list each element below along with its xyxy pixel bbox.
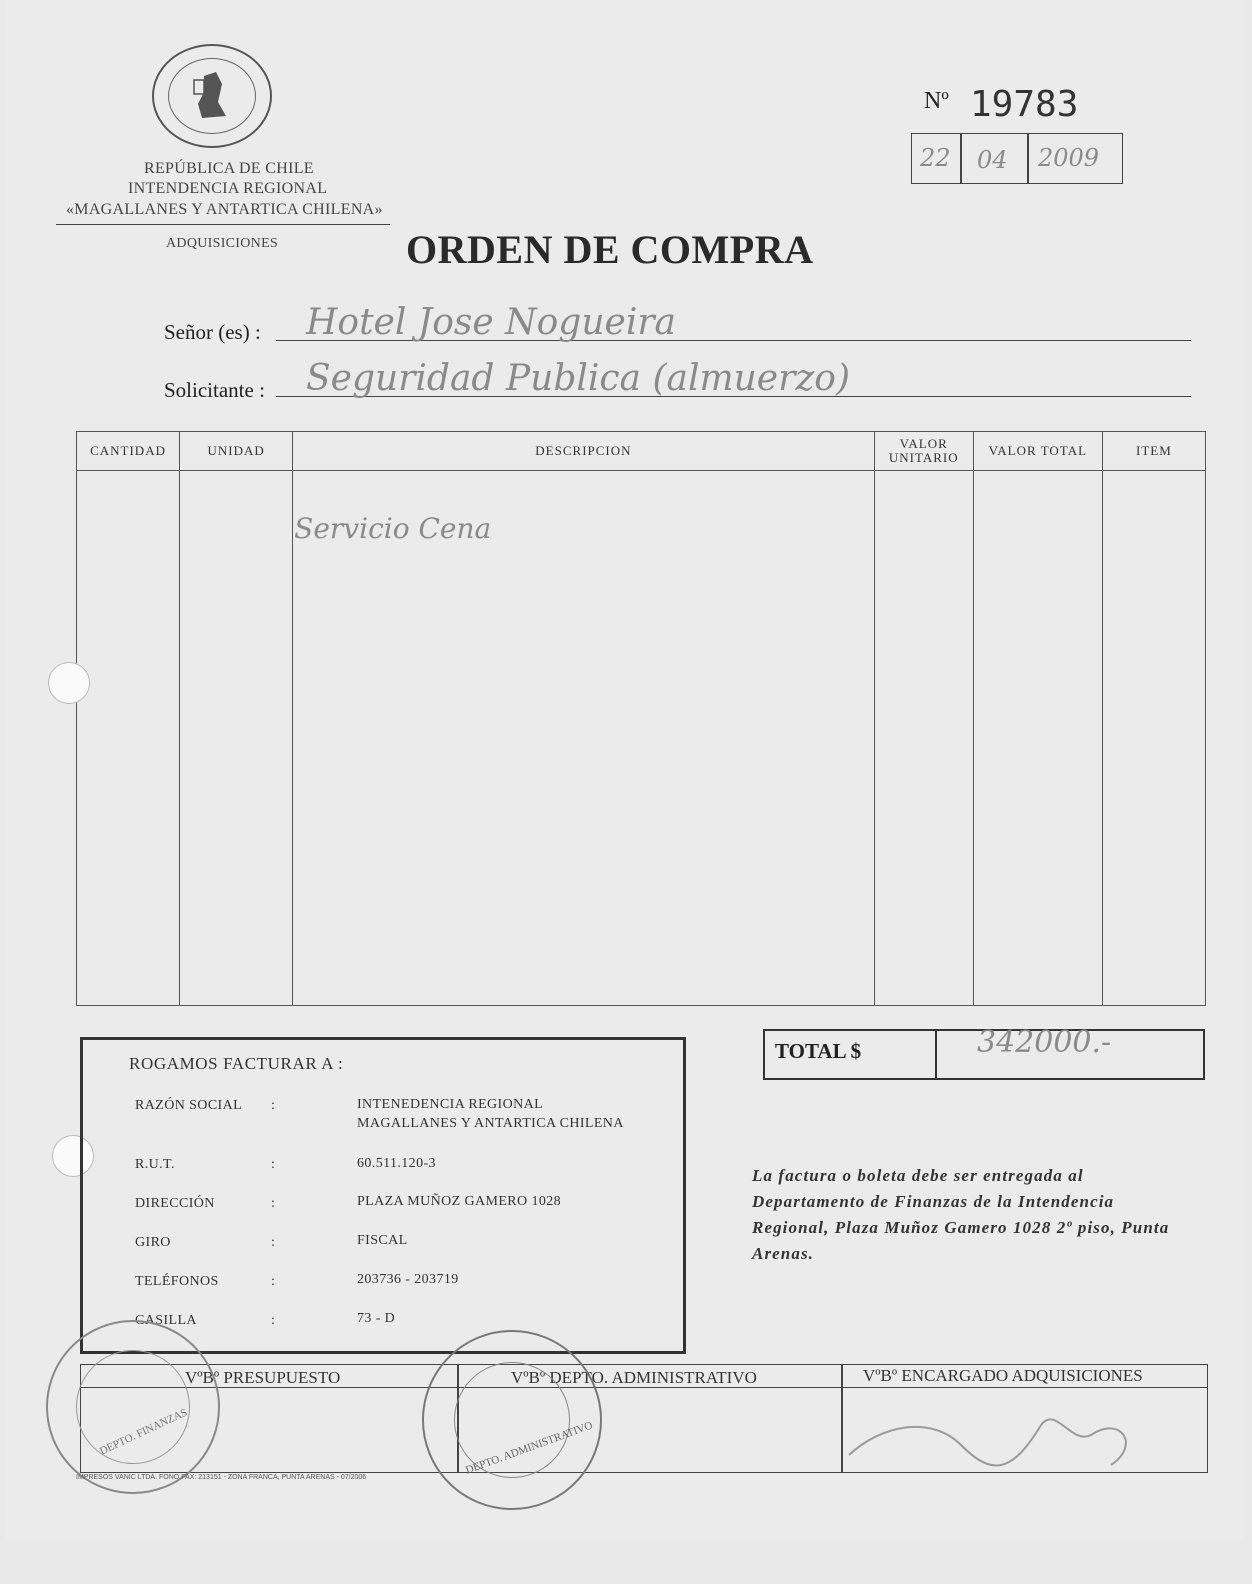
senor-value[interactable]: Hotel Jose Nogueira — [306, 302, 677, 343]
billing-value-razon-2: MAGALLANES Y ANTARTICA CHILENA — [357, 1116, 624, 1131]
billing-label-razon: RAZÓN SOCIAL — [135, 1098, 243, 1113]
cell-descripcion[interactable] — [293, 471, 875, 1006]
table-row — [77, 471, 1206, 1006]
header-divider — [56, 224, 390, 225]
billing-value-casilla: 73 - D — [357, 1311, 396, 1326]
senor-label: Señor (es) : — [164, 320, 261, 344]
billing-sep-telefonos: : — [271, 1274, 276, 1289]
cell-cantidad[interactable] — [77, 471, 180, 1006]
date-box — [911, 133, 1123, 184]
total-value[interactable]: 342000.- — [977, 1025, 1112, 1060]
col-valor-total: VALOR TOTAL — [973, 432, 1102, 471]
intendencia-seal — [152, 44, 272, 148]
adquisiciones-title: VºBº ENCARGADO ADQUISICIONES — [863, 1366, 1143, 1385]
col-cantidad: CANTIDAD — [77, 432, 180, 471]
billing-label-telefonos: TELÉFONOS — [135, 1274, 219, 1289]
cell-unidad[interactable] — [180, 471, 293, 1006]
order-number: 19783 — [970, 84, 1079, 125]
cell-item[interactable] — [1102, 471, 1205, 1006]
finanzas-stamp — [46, 1320, 220, 1494]
date-month: 04 — [977, 146, 1008, 174]
billing-title: ROGAMOS FACTURAR A : — [129, 1054, 344, 1073]
billing-box — [80, 1037, 686, 1354]
punch-hole-top — [48, 662, 90, 704]
billing-sep-casilla: : — [271, 1313, 276, 1328]
solicitante-value[interactable]: Seguridad Publica (almuerzo) — [306, 358, 851, 399]
billing-label-giro: GIRO — [135, 1235, 171, 1250]
finanzas-stamp-text: DEPTO. FINANZAS — [97, 1406, 190, 1458]
administrativo-stamp — [422, 1330, 602, 1510]
administrativo-stamp-text: DEPTO. ADMINISTRATIVO — [463, 1419, 595, 1477]
cell-valor-total[interactable] — [973, 471, 1102, 1006]
header-department: ADQUISICIONES — [166, 236, 279, 251]
billing-sep-direccion: : — [271, 1196, 276, 1211]
administrativo-title: VºBº DEPTO. ADMINISTRATIVO — [511, 1368, 757, 1387]
col-unidad: UNIDAD — [180, 432, 293, 471]
items-table — [76, 431, 1206, 1006]
signature-adquisiciones[interactable] — [841, 1365, 1207, 1472]
item-description: Servicio Cena — [294, 512, 492, 545]
billing-sep-giro: : — [271, 1235, 276, 1250]
billing-value-telefonos: 203736 - 203719 — [357, 1272, 459, 1287]
billing-value-giro: FISCAL — [357, 1233, 408, 1248]
billing-value-direccion: PLAZA MUÑOZ GAMERO 1028 — [357, 1194, 562, 1209]
printer-footer: IMPRESOS VANIC LTDA. FONO FAX: 213151 - ZONA FRANCA, PUNTA ARENAS - 07/2006 — [76, 1474, 367, 1481]
solicitante-label: Solicitante : — [164, 378, 265, 402]
order-number-label: Nº — [924, 88, 949, 114]
page-title: ORDEN DE COMPRA — [406, 227, 814, 272]
billing-label-rut: R.U.T. — [135, 1157, 175, 1172]
billing-label-casilla: CASILLA — [135, 1313, 197, 1328]
header-region: «MAGALLANES Y ANTARTICA CHILENA» — [66, 201, 383, 218]
col-descripcion: DESCRIPCION — [293, 432, 875, 471]
presupuesto-title: VºBº PRESUPUESTO — [185, 1368, 341, 1387]
billing-value-rut: 60.511.120-3 — [357, 1156, 436, 1171]
date-year: 2009 — [1038, 144, 1100, 172]
col-valor-unitario: VALOR UNITARIO — [874, 432, 973, 471]
header-republica: REPÚBLICA DE CHILE — [144, 160, 314, 177]
handwritten-signature — [841, 1385, 1201, 1475]
seal-emblem-icon — [154, 46, 270, 146]
cell-valor-unitario[interactable] — [874, 471, 973, 1006]
signatures-table — [80, 1364, 1208, 1473]
date-day: 22 — [920, 144, 951, 172]
billing-sep-rut: : — [271, 1157, 276, 1172]
invoice-delivery-note: La factura o boleta debe ser entregada al Departamento de Finanzas de la Intendencia Regional, Plaza Muñoz Gamero 1028 2º piso, Punta Arenas. — [752, 1166, 1170, 1263]
billing-value-razon: INTENEDENCIA REGIONAL — [357, 1097, 544, 1112]
col-item: ITEM — [1102, 432, 1205, 471]
purchase-order-page — [6, 0, 1244, 1540]
billing-sep-razon: : — [271, 1098, 276, 1113]
billing-label-direccion: DIRECCIÓN — [135, 1196, 215, 1211]
total-box — [763, 1025, 1205, 1080]
total-label: TOTAL $ — [775, 1039, 862, 1063]
header-intendencia: INTENDENCIA REGIONAL — [128, 180, 328, 197]
